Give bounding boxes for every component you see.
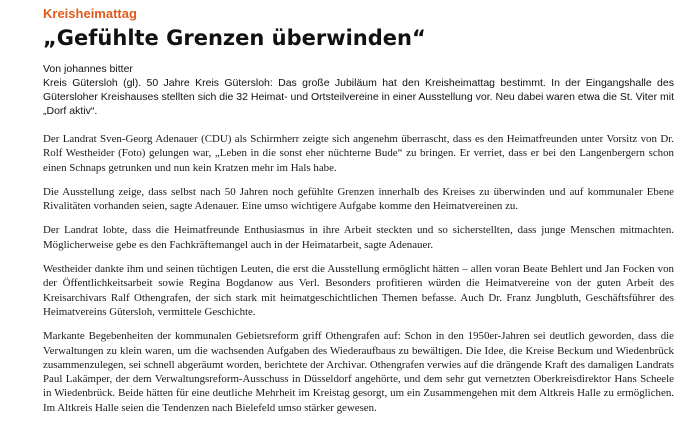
article-paragraph: Der Landrat Sven-Georg Adenauer (CDU) als Schirmherr zeigte sich angenehm überrascht, dass es den Heimatfreunden unter Vorsitz von Dr. Rolf Westheider (Foto) gelungen war, „Leben in die sonst eher nüchterne Bude“ zu bringen. Er verriet, dass er bei den Langenbergern schon einen Schnaps getrunken und nun kein Kratzen mehr im Hals habe. [43, 133, 674, 174]
article-byline: Von johannes bitter [43, 63, 133, 75]
article-lead-text: Kreis Gütersloh (gl). 50 Jahre Kreis Gütersloh: Das große Jubiläum hat den Kreisheimattag bestimmt. In der Eingangshalle des Gütersloher Kreishauses stellten sich die 32 Heimat- und Ortsteilvereine in einer Ausstellung vor. Neu dabei waren etwa die St. Viter mit „Dorf aktiv“. [43, 77, 674, 117]
article-body [43, 132, 674, 415]
article-headline: „Gefühlte Grenzen überwinden“ [43, 26, 426, 50]
article-kicker: Kreisheimattag [43, 6, 137, 21]
article-paragraph: Der Landrat lobte, dass die Heimatfreunde Enthusiasmus in ihre Arbeit steckten und so sicherstellten, dass junge Menschen mitmachten. Möglicherweise gebe es den Fachkräftemangel auch in der Heimatarbeit, sagte Adenauer. [43, 224, 674, 251]
article-paragraph: Markante Begebenheiten der kommunalen Gebietsreform griff Othengrafen auf: Schon in den 1950er-Jahren sei deutlich geworden, dass die Verwaltungen zu klein waren, um die wachsenden Aufgaben des Wiederaufbaus zu bewältigen. Die Idee, die Kreise Beckum und Wiedenbrück zusammenzulegen, sei schnell abgeräumt worden, berichtete der Archivar. Othengrafen verwies auf die drängende Kraft des damaligen Landrats Paul Lakämper, der dem Verwaltungsreform-Ausschuss in Düsseldorf angehörte, und dem sehr gut vernetzten Oberkreisdirektor Hans Scheele in Wiedenbrück. Beide hätten für eine deutliche Mehrheit im Kreistag gesorgt, um ein Zusammengehen mit dem Altkreis Halle zu ermöglichen. Im Altkreis Halle seien die Tendenzen nach Bielefeld umso stärker gewesen. [43, 330, 674, 414]
article-lead-block [43, 62, 674, 118]
article-paragraph: Die Ausstellung zeige, dass selbst nach 50 Jahren noch gefühlte Grenzen innerhalb des Kreises zu überwinden und auf kommunaler Ebene Rivalitäten vorhanden seien, sagte Adenauer. Eine umso wichtigere Aufgabe komme den Heimatvereinen zu. [43, 185, 674, 213]
article-paragraph: Westheider dankte ihm und seinen tüchtigen Leuten, die erst die Ausstellung ermöglicht hätten – allen voran Beate Behlert und Jan Focken von der Öffentlichkeitsarbeit sowie Regina Bogdanow aus Verl. Besonders profitieren würden die Heimatvereine von der guten Arbeit des Kreisarchivars Ralf Othengrafen, der sich stark mit heimatgeschichtlichen Themen befasse. Auch Dr. Franz Jungbluth, Geschäftsführer des Heimatvereins Gütersloh, vermittele Geschichte. [43, 263, 674, 318]
